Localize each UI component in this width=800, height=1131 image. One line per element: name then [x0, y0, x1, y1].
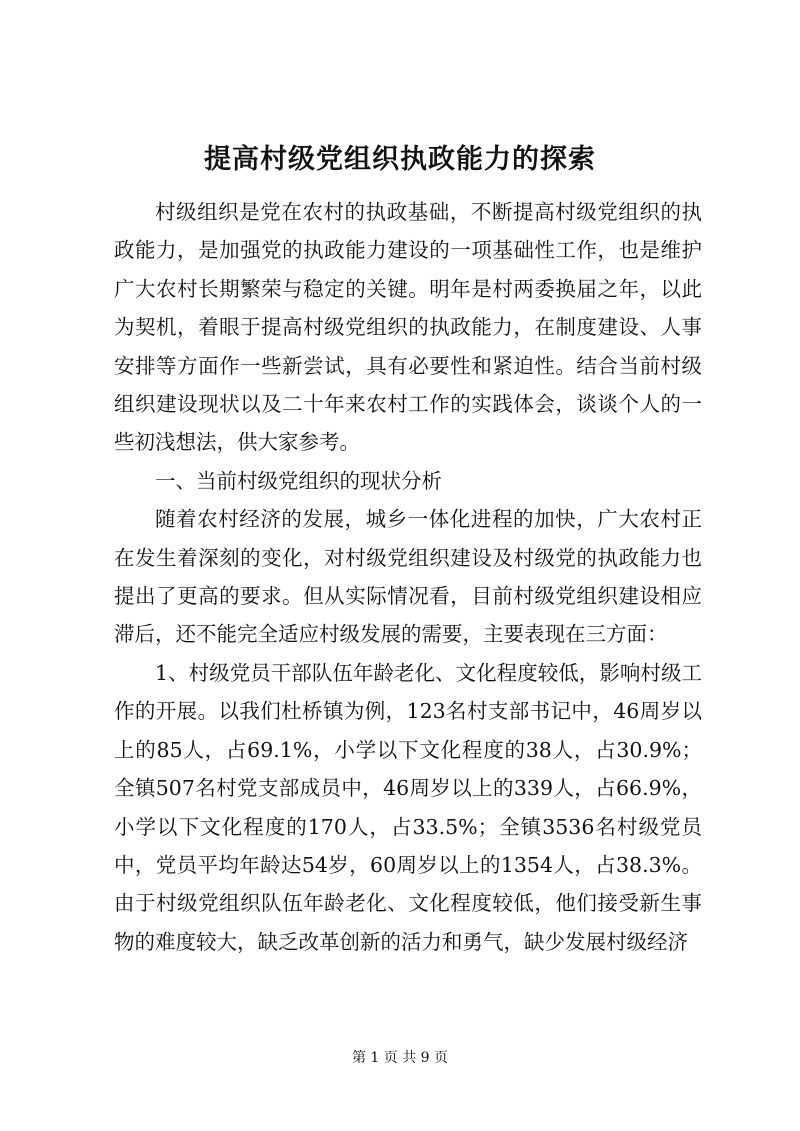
paragraph-point-1: 1、村级党员干部队伍年龄老化、文化程度较低，影响村级工作的开展。以我们杜桥镇为例，123名村支部书记中，46周岁以上的85人，占69.1%，小学以下文化程度的38人，占30.9%；全镇507名村党支部成员中，46周岁以上的339人，占66.9%，小学以下文化程度的170人，占33.5%；全镇3536名村级党员中，党员平均年龄达54岁，60周岁以上的1354人，占38.3%。由于村级党组织队伍年龄老化、文化程度较低，他们接受新生事物的难度较大，缺乏改革创新的活力和勇气，缺少发展村级经济	[114, 660, 702, 954]
paragraph-analysis: 随着农村经济的发展，城乡一体化进程的加快，广大农村正在发生着深刻的变化，对村级党组织建设及村级党的执政能力也提出了更高的要求。但从实际情况看，目前村级党组织建设相应滞后，还不能完全适应村级发展的需要，主要表现在三方面：	[114, 507, 702, 647]
document-title: 提高村级党组织执政能力的探索	[204, 144, 596, 175]
section-heading: 一、当前村级党组织的现状分析	[155, 468, 442, 493]
paragraph-intro: 村级组织是党在农村的执政基础，不断提高村级党组织的执政能力，是加强党的执政能力建设的一项基础性工作，也是维护广大农村长期繁荣与稳定的关键。明年是村两委换届之年，以此为契机，着眼于提高村级党组织的执政能力，在制度建设、人事安排等方面作一些新尝试，具有必要性和紧迫性。结合当前村级组织建设现状以及二十年来农村工作的实践体会，谈谈个人的一些初浅想法，供大家参考。	[114, 200, 702, 455]
page-footer: 第 1 页 共 9 页	[351, 1050, 449, 1066]
document-body	[114, 193, 702, 961]
